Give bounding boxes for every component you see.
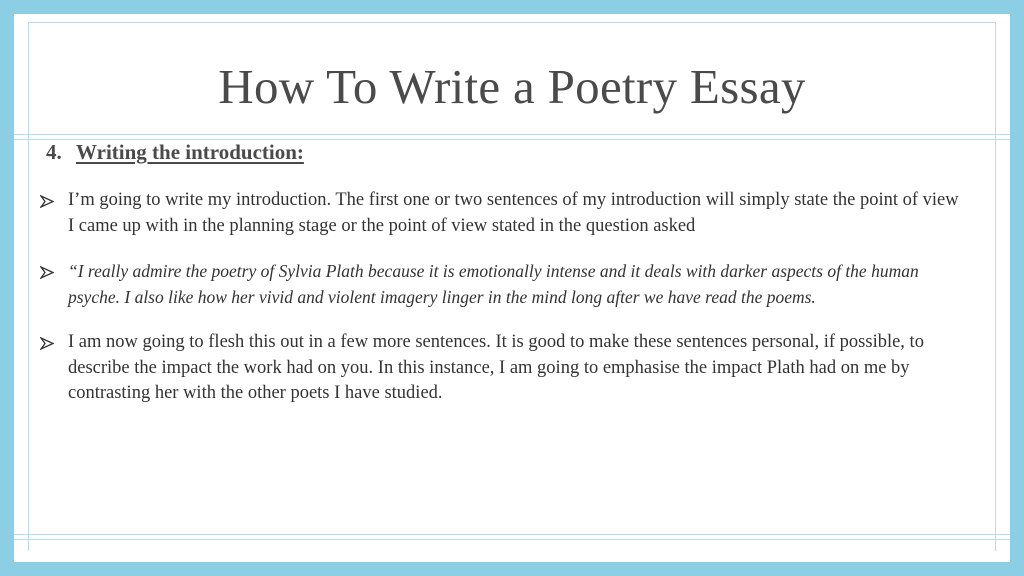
section-heading-text: Writing the introduction: bbox=[76, 140, 304, 164]
title-divider-line bbox=[14, 134, 1010, 135]
arrow-bullet-icon bbox=[40, 266, 54, 279]
bullet-text: I’m going to write my introduction. The first one or two sentences of my introduction will simply state the point of view I came up with in the planning stage or the point of view stated in the question asked bbox=[68, 190, 959, 236]
section-number: 4. bbox=[46, 140, 62, 164]
bullet-text: I am now going to flesh this out in a few more sentences. It is good to make these sentences personal, if possible, to describe the impact the work had on you. In this instance, I am going to emphasise the impact Plath had on me by contrasting her with the other poets I have studied. bbox=[68, 332, 924, 403]
bullet-item bbox=[36, 330, 966, 407]
title-box bbox=[28, 22, 996, 140]
bullet-list bbox=[36, 188, 966, 427]
arrow-bullet-icon bbox=[40, 337, 54, 350]
arrow-bullet-icon bbox=[40, 195, 54, 208]
bullet-item bbox=[36, 188, 966, 239]
slide-title: How To Write a Poetry Essay bbox=[218, 59, 806, 114]
footer-divider-line bbox=[14, 534, 1010, 535]
footer-frame bbox=[28, 539, 996, 551]
bullet-text: “I really admire the poetry of Sylvia Plath because it is emotionally intense and it deals with darker aspects of the human psyche. I also like how her vivid and violent imagery linger in the mind long after we have read the poems. bbox=[68, 261, 919, 307]
bullet-item bbox=[36, 259, 966, 310]
section-heading bbox=[46, 140, 304, 165]
